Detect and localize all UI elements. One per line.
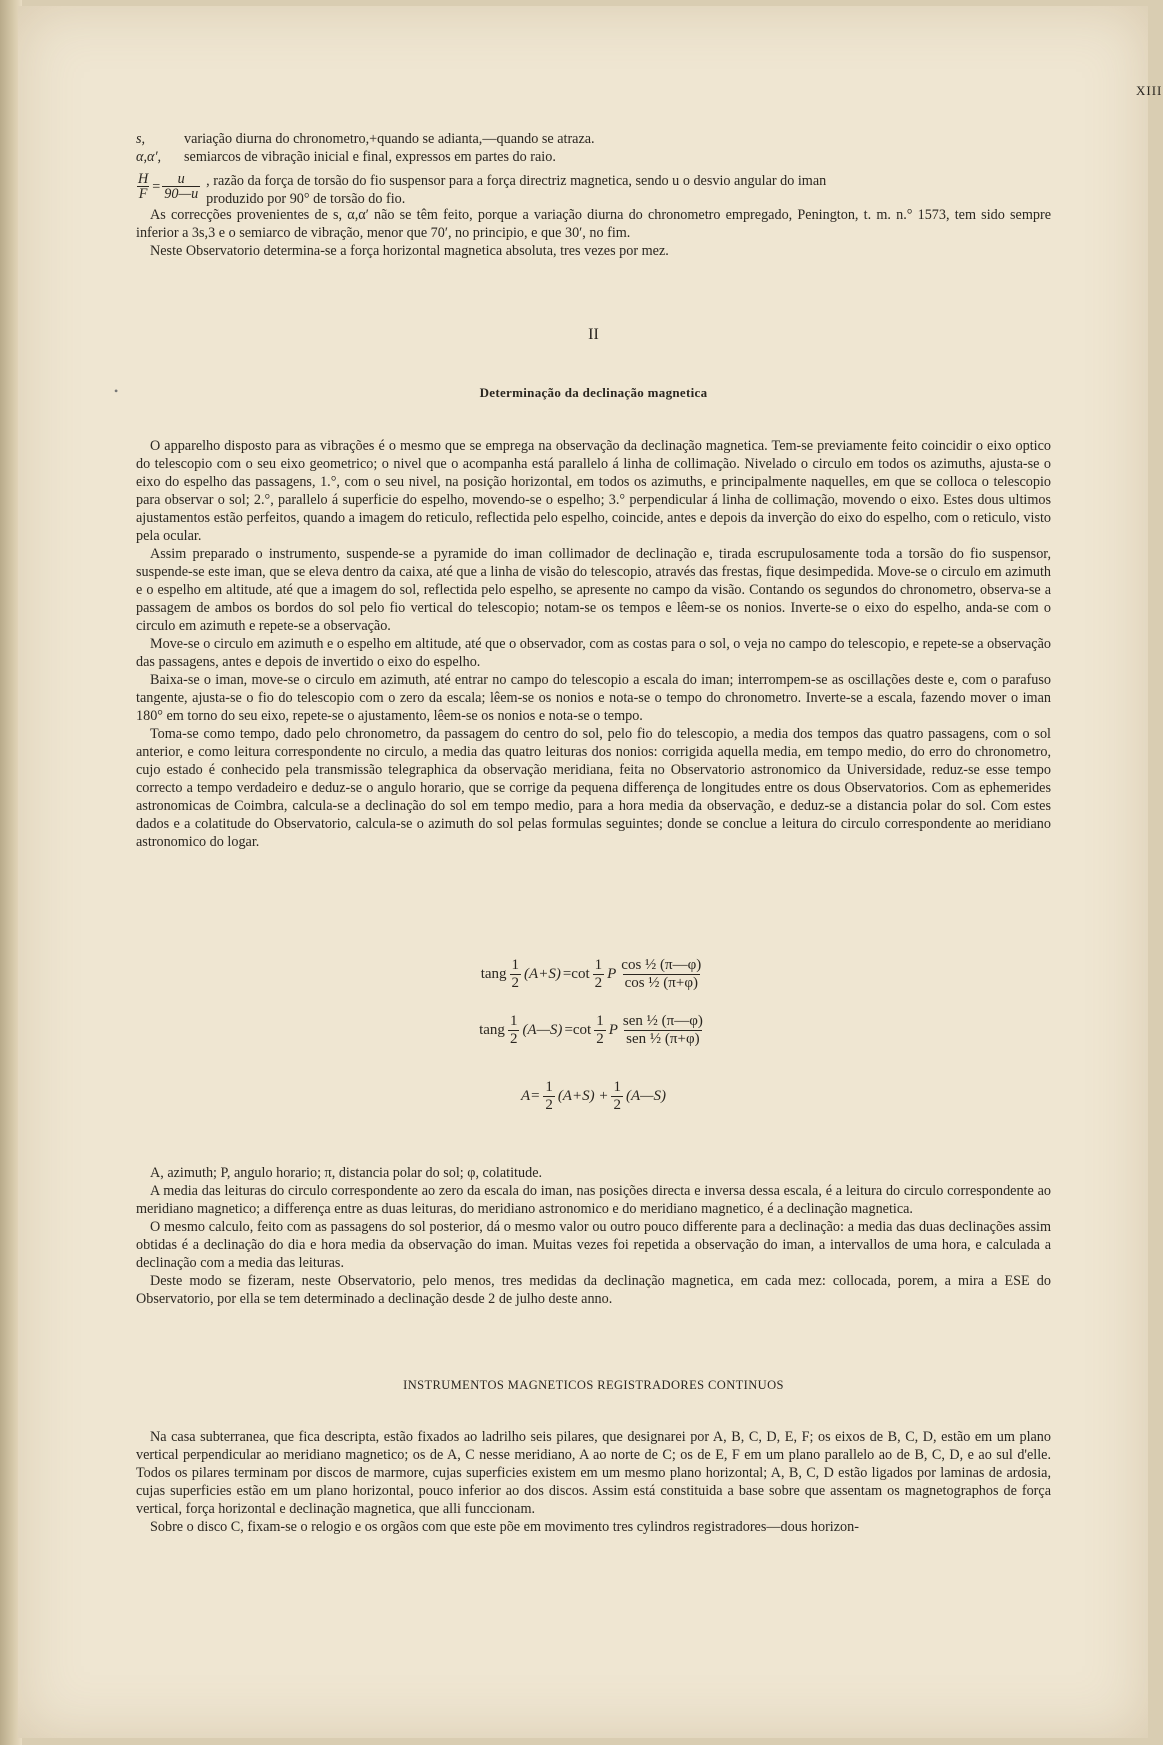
paragraph: Move-se o circulo em azimuth e o espelho em altitude, até que o observador, com as costas para o sol, o veja no campo do telescopio, e repete-se a observação das passagens, antes e depois de invertido o eixo do espelho.	[136, 636, 1051, 670]
ratio-numerator-h: H	[138, 171, 149, 187]
page-number: XIII	[1136, 83, 1163, 98]
definition-symbol: s,	[136, 131, 146, 147]
ratio-formula	[136, 172, 200, 201]
ink-spot: •	[114, 384, 119, 398]
formula-2: tang $\frac{1}{2}$ (A—S) =cot $\frac{1}{2}$ P $\frac{\text{sen ½ (π—φ)}}{\text{sen ½ (π+φ)}}$	[479, 1012, 703, 1047]
formula-1: tang $\frac{1}{2}$ (A+S) =cot $\frac{1}{2}$ P $\frac{\text{cos ½ (π—φ)}}{\text{cos ½ (π+φ)}}$	[480, 956, 702, 991]
ratio-denominator-f: F	[138, 186, 148, 202]
ratio-denominator-90u: 90—u	[164, 186, 199, 202]
definition-list	[136, 130, 1051, 208]
section-number: II	[588, 326, 599, 343]
paragraph: A, azimuth; P, angulo horario; π, distancia polar do sol; φ, colatitude.	[150, 1165, 543, 1181]
paragraph: Baixa-se o iman, move-se o circulo em azimuth, até entrar no campo do telescopio a escala do iman; interrompem-se as oscillações deste e, com o parafuso tangente, ajusta-se o fio do telescopio com o zero da escala; lêem-se os nonios e nota-se o tempo do chronometro. Inverte-se a escala, fazendo mover o iman 180° em torno do seu eixo, repete-se o ajustamento, lêem-se os nonios e nota-se o tempo.	[136, 672, 1051, 724]
paragraph: Na casa subterranea, que fica descripta, estão fixados ao ladrilho seis pilares, que designarei por A, B, C, D, E, F; os eixos de B, C, D, estão em um plano vertical perpendicular ao meridiano magnetico; os de A, C nesse meridiano, A ao norte de C; os de E, F em um plano parallelo ao de B, C, D, e ao sul d'elle. Todos os pilares terminam por discos de marmore, cujas superficies existem em um mesmo plano horizontal; A, B, C, D estão ligados por laminas de ardosia, cujas superficies estão em um plano horizontal, pouco inferior ao dos discos. Assim está constituida a base sobre que assentam os magnetographos de força vertical, força horizontal e declinação magnetica, que alli funccionam.	[136, 1429, 1051, 1517]
ratio-text-line2: produzido por 90° de torsão do fio.	[206, 191, 406, 207]
after-formula-body	[136, 1164, 1051, 1308]
section-body	[136, 437, 1051, 851]
ratio-definition	[136, 172, 1051, 208]
paragraph: O apparelho disposto para as vibrações é o mesmo que se emprega na observação da declinação magnetica. Tem-se previamente feito coincidir o eixo optico do telescopio com o seu eixo geometrico; o nivel que o acompanha está parallelo á linha de collimação. Nivelado o circulo em todos os azimuths, ajusta-se o eixo do espelho das passagens, 1.°, com o seu nivel, na posição horizontal, em todos os azimuths, e principalmente naquelles, em que se colloca o telescopio para observar o sol; 2.°, parallelo á superficie do espelho, movendo-se o espelho; 3.° perpendicular á linha de collimação, movendo o eixo. Estes dous ultimos ajustamentos estão perfeitos, quando a imagem do reticulo, reflectida pelo espelho, coincide, antes e depois da inverção do eixo do espelho, com o reticulo, visto pela ocular.	[136, 438, 1051, 544]
definition-text: variação diurna do chronometro,+quando se adianta,—quando se atraza.	[184, 131, 595, 147]
ratio-numerator-u: u	[177, 171, 185, 187]
ratio-equals: =	[152, 178, 161, 195]
formula-3: A= $\frac{1}{2}$ (A+S) + $\frac{1}{2}$ (A—S)	[521, 1078, 666, 1113]
ratio-text-line1: , razão da força de torsão do fio suspensor para a força directriz magnetica, sendo u o desvio angular do iman	[206, 173, 827, 189]
paragraph: As correcções provenientes de s, α,α′ não se têm feito, porque a variação diurna do chronometro empregado, Penington, t. m. n.° 1573, tem sido sempre inferior a 3s,3 e o semiarco de vibração, menor que 70′, no principio, e que 30′, no fim.	[136, 207, 1051, 241]
section2-body	[136, 1428, 1051, 1536]
paragraph: Toma-se como tempo, dado pelo chronometro, da passagem do centro do sol, pelo fio do telescopio, a media dos tempos das quatro passagens, com o sol anterior, e como leitura correspondente no circulo, a media das quatro leituras dos nonios: corrigida aquella media, em tempo medio, do erro do chronometro, cujo estado é conhecido pela transmissão telegraphica da observação meridiana, feita no Observatorio astronomico da Universidade, reduz-se esse tempo correcto a tempo verdadeiro e deduz-se o angulo horario, que se corrige da pequena differença de longitudes entre os dous Observatorios. Com as ephemerides astronomicas de Coimbra, calcula-se a declinação do sol em tempo medio, para a hora media da observação, e deduz-se a distancia polar do sol. Com estes dados e a colatitude do Observatorio, calcula-se o azimuth do sol pelas formulas seguintes; donde se conclue a leitura do circulo correspondente ao meridiano astronomico do logar.	[136, 726, 1051, 850]
intro-block	[136, 206, 1051, 260]
definition-row	[136, 130, 1051, 148]
paragraph: A media das leituras do circulo correspondente ao zero da escala do iman, nas posições directa e inversa dessa escala, é a leitura do circulo correspondente ao meridiano magnetico; a differença entre as duas leituras, do meridiano astronomico e do meridiano magnetico, é a declinação magnetica.	[136, 1183, 1051, 1217]
paragraph: Deste modo se fizeram, neste Observatorio, pelo menos, tres medidas da declinação magnetica, em cada mez: collocada, porem, a mira a ESE do Observatorio, por ella se tem determinado a declinação desde 2 de julho deste anno.	[136, 1273, 1051, 1307]
paragraph: Neste Observatorio determina-se a força horizontal magnetica absoluta, tres vezes por mez.	[150, 243, 669, 259]
section2-title: INSTRUMENTOS MAGNETICOS REGISTRADORES CONTINUOS	[403, 1378, 784, 1392]
formula-block	[136, 946, 1051, 1124]
paragraph: Sobre o disco C, fixam-se o relogio e os orgãos com que este põe em movimento tres cylindros registradores—dous horizon-	[150, 1519, 859, 1535]
definition-text: semiarcos de vibração inicial e final, expressos em partes do raio.	[184, 149, 556, 165]
paragraph: O mesmo calculo, feito com as passagens do sol posterior, dá o mesmo valor ou outro pouco differente para a declinação: a media das duas declinações assim obtidas é a declinação do dia e hora media da observação do iman. Muitas vezes foi repetida a observação do iman, a intervallos de uma hora, e calculada a declinação com a media das leituras.	[136, 1219, 1051, 1271]
document-page	[18, 6, 1163, 1738]
section-title: Determinação da declinação magnetica	[479, 385, 708, 400]
definition-row	[136, 148, 1051, 166]
paragraph: Assim preparado o instrumento, suspende-se a pyramide do iman collimador de declinação e, tirada escrupulosamente toda a torsão do fio suspensor, suspende-se este iman, que se eleva dentro da caixa, até que a linha de visão do telescopio, através das frestas, fique desimpedida. Move-se o circulo em azimuth e o espelho em altitude, até que a imagem do sol, reflectida pelo espelho, se apresente no campo da visão. Contando os segundos do chronometro, observa-se a passagem de ambos os bordos do sol pelo fio vertical do telescopio; notam-se os tempos e lêem-se os nonios. Inverte-se o eixo do espelho, anda-se com o circulo em azimuth e repete-se a observação.	[136, 546, 1051, 634]
definition-symbol: α,α′,	[136, 149, 162, 165]
